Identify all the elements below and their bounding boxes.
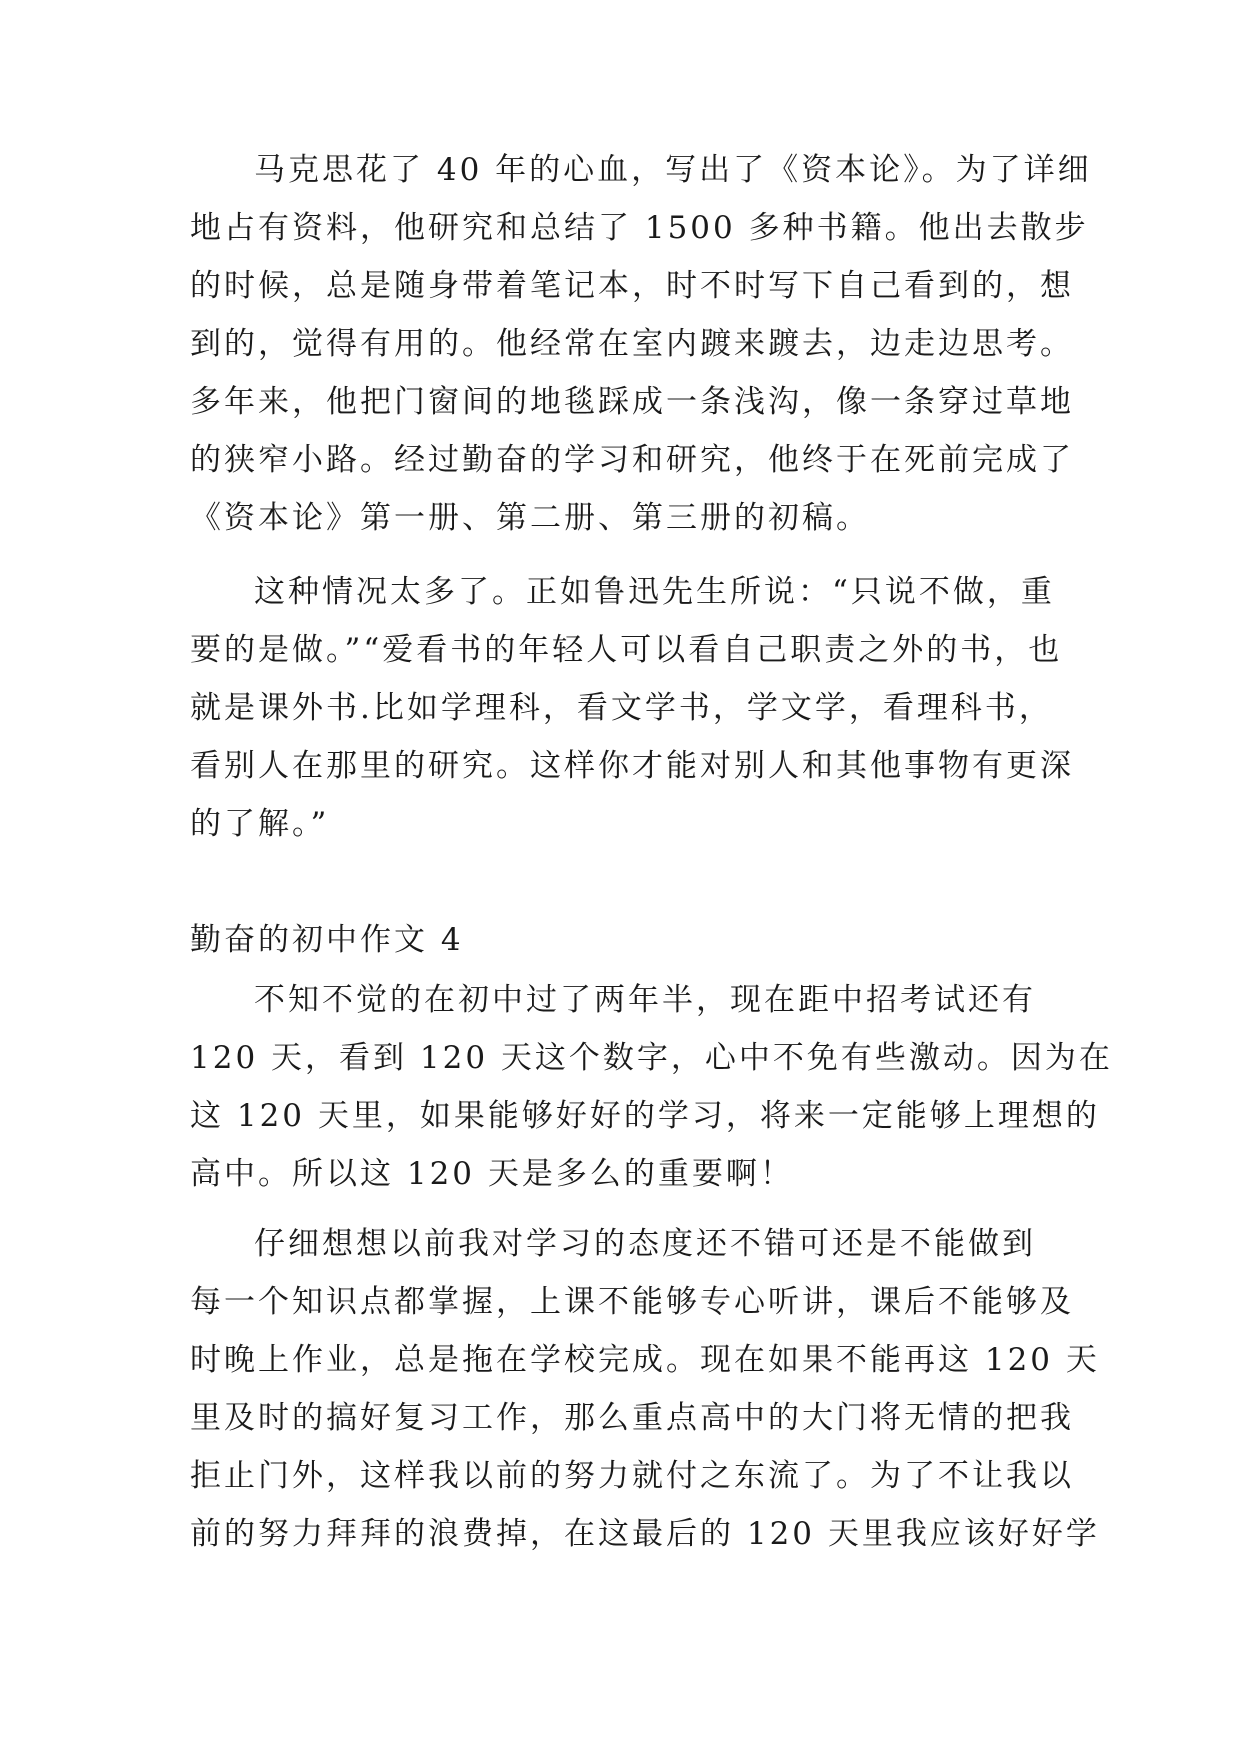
paragraph-line: 要的是做。”“爱看书的年轻人可以看自己职责之外的书，也 [190, 632, 1063, 668]
paragraph-line: 高中。所以这 120 天是多么的重要啊！ [190, 1156, 794, 1192]
paragraph-line: 里及时的搞好复习工作，那么重点高中的大门将无情的把我 [190, 1400, 1074, 1436]
paragraph-line: 这种情况太多了。正如鲁迅先生所说：“只说不做，重 [254, 574, 1055, 610]
paragraph-line: 仔细想想以前我对学习的态度还不错可还是不能做到 [254, 1226, 1036, 1262]
paragraph-line: 120 天，看到 120 天这个数字，心中不免有些激动。因为在 [190, 1040, 1113, 1076]
paragraph-line: 前的努力拜拜的浪费掉，在这最后的 120 天里我应该好好学 [190, 1516, 1100, 1552]
paragraph-line: 每一个知识点都掌握，上课不能够专心听讲，课后不能够及 [190, 1284, 1074, 1320]
paragraph-line: 时晚上作业，总是拖在学校完成。现在如果不能再这 120 天 [190, 1342, 1100, 1378]
paragraph-line: 到的，觉得有用的。他经常在室内踱来踱去，边走边思考。 [190, 326, 1074, 362]
paragraph-line: 这 120 天里，如果能够好好的学习，将来一定能够上理想的 [190, 1098, 1100, 1134]
paragraph-line: 拒止门外，这样我以前的努力就付之东流了。为了不让我以 [190, 1458, 1074, 1494]
paragraph-line: 就是课外书.比如学理科，看文学书，学文学，看理科书， [190, 690, 1053, 726]
paragraph-line: 看别人在那里的研究。这样你才能对别人和其他事物有更深 [190, 748, 1074, 784]
paragraph-line: 多年来，他把门窗间的地毯踩成一条浅沟，像一条穿过草地 [190, 384, 1074, 420]
section-title: 勤奋的初中作文 4 [190, 922, 464, 958]
paragraph-line: 马克思花了 40 年的心血，写出了《资本论》。为了详细 [254, 152, 1092, 188]
paragraph-line: 不知不觉的在初中过了两年半，现在距中招考试还有 [254, 982, 1036, 1018]
paragraph-line: 的时候，总是随身带着笔记本，时不时写下自己看到的，想 [190, 268, 1074, 304]
paragraph-line: 的狭窄小路。经过勤奋的学习和研究，他终于在死前完成了 [190, 442, 1074, 478]
paragraph-line: 的了解。” [190, 806, 330, 842]
paragraph-line: 《资本论》第一册、第二册、第三册的初稿。 [190, 500, 870, 536]
paragraph-line: 地占有资料，他研究和总结了 1500 多种书籍。他出去散步 [190, 210, 1089, 246]
